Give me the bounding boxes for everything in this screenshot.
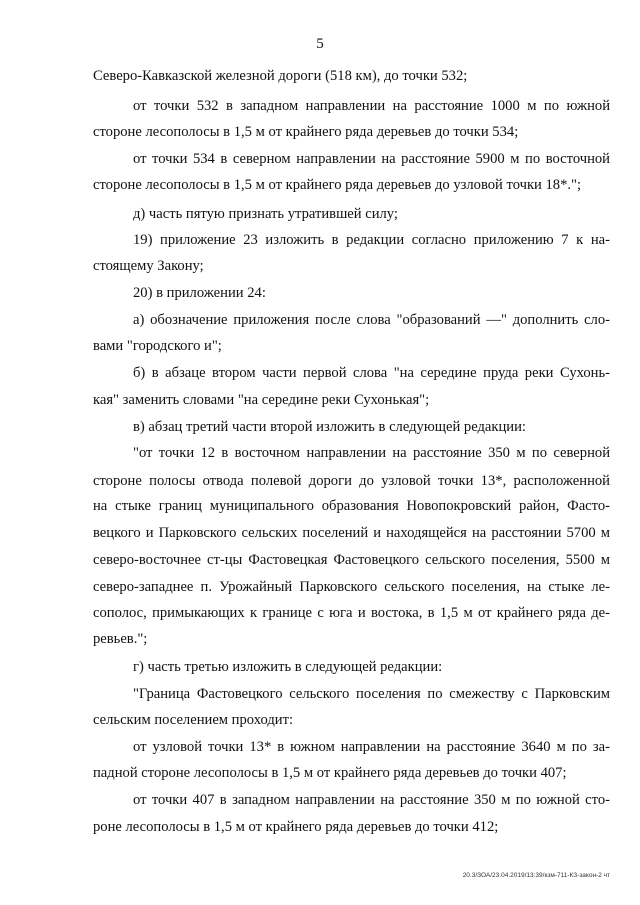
text-line: северо-западнее п. Урожайный Парковского сельского поселения, на стыке ле- (93, 579, 610, 595)
text-line: вами "городского и"; (93, 338, 222, 354)
text-line: стороне полосы отвода полевой дороги до узловой точки 13*, расположенной (93, 473, 610, 489)
text-line: падной стороне лесополосы в 1,5 м от крайнего ряда деревьев до точки 407; (93, 765, 567, 781)
text-line: д) часть пятую признать утратившей силу; (133, 206, 398, 222)
text-line: стоящему Закону; (93, 258, 204, 274)
text-line: а) обозначение приложения после слова "образований —" дополнить сло- (133, 312, 610, 328)
text-line: северо-восточнее ст-цы Фастовецкая Фастовецкого сельского поселения, 5500 м (93, 552, 610, 568)
text-line: от точки 534 в северном направлении на расстояние 5900 м по восточной (133, 151, 610, 167)
text-line: от точки 407 в западном направлении на расстояние 350 м по южной сто- (133, 792, 610, 808)
text-line: б) в абзаце втором части первой слова "на середине пруда реки Сухонь- (133, 365, 610, 381)
text-line: сельским поселением проходит: (93, 712, 294, 728)
text-line: на стыке границ муниципального образования Новопокровский район, Фасто- (93, 498, 610, 514)
text-line: от точки 532 в западном направлении на расстояние 1000 м по южной (133, 98, 610, 114)
text-line: от узловой точки 13* в южном направлении на расстояние 3640 м по за- (133, 739, 610, 755)
text-line: стороне лесополосы в 1,5 м от крайнего ряда деревьев до узловой точки 18*."; (93, 177, 582, 193)
page-number: 5 (316, 36, 324, 52)
text-line: кая" заменить словами "на середине реки Сухонькая"; (93, 392, 430, 408)
text-line: в) абзац третий части второй изложить в следующей редакции: (133, 419, 526, 435)
text-line: вецкого и Парковского сельских поселений и находящейся на расстоянии 5700 м (93, 525, 610, 541)
text-line: Северо-Кавказской железной дороги (518 км), до точки 532; (93, 68, 468, 84)
document-footer-code: 20.3/ЗОА/23.04.2019/13:39/кзм-711-КЗ-закон-2 чт (462, 872, 610, 879)
text-line: сополос, примыкающих к границе с юга и востока, в 1,5 м от крайнего ряда де- (93, 605, 610, 621)
text-line: г) часть третью изложить в следующей редакции: (133, 659, 443, 675)
text-line: 19) приложение 23 изложить в редакции согласно приложению 7 к на- (133, 232, 610, 248)
text-line: ревьев."; (93, 631, 148, 647)
text-line: 20) в приложении 24: (133, 285, 266, 301)
text-line: роне лесополосы в 1,5 м от крайнего ряда деревьев до точки 412; (93, 819, 499, 835)
text-line: стороне лесополосы в 1,5 м от крайнего ряда деревьев до точки 534; (93, 124, 519, 140)
text-line: "Граница Фастовецкого сельского поселения по смежеству с Парковским (133, 686, 610, 702)
text-line: "от точки 12 в восточном направлении на расстояние 350 м по северной (133, 445, 610, 461)
